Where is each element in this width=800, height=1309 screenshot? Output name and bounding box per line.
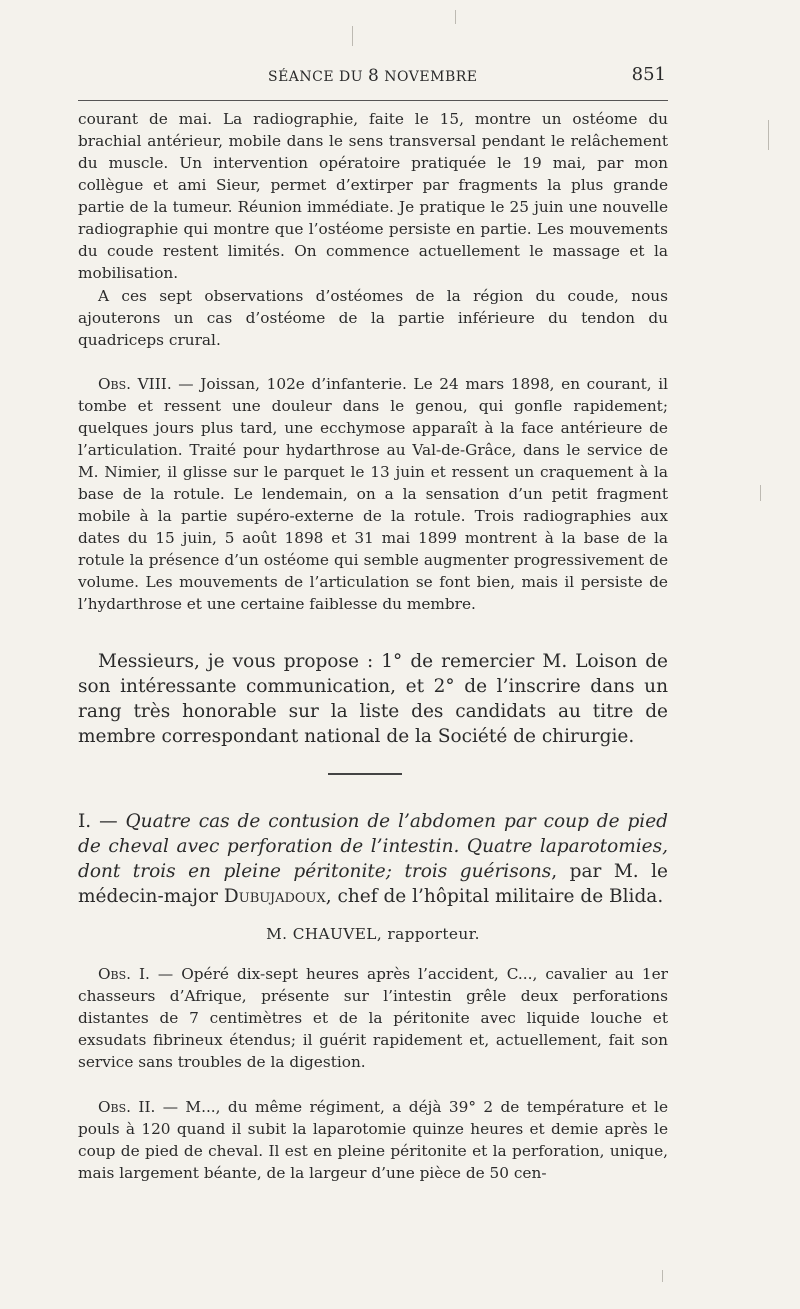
paragraph-transition: A ces sept observations d’ostéomes de la région du coude, nous ajouterons un cas d’ostéome de la partie inférieure du tendon du quadriceps crural. — [78, 287, 668, 349]
paper-speck — [455, 10, 456, 24]
conclusion-paragraph: Messieurs, je vous propose : 1° de remercier M. Loison de son intéressante communication, et 2° de l’inscrire dans un rang très honorable sur la liste des candidats au titre de membre correspondant national de la Société de chirurgie. — [78, 651, 668, 747]
running-title-prefix: SÉANCE DU — [268, 69, 369, 85]
section-author-prefix: , par M. le médecin-major — [78, 861, 668, 907]
section-divider — [328, 773, 402, 775]
observation-1-text: — Opéré dix-sept heures après l’accident, C..., cavalier au 1er chasseurs d’Afrique, présente sur l’intestin grêle deux perforations distantes de 7 centimètres et de la péritonite avec liquide louche et exsudats fibrineux étendus; il guérit rapidement et, actuellement, fait son service sans troubles de la digestion. — [78, 965, 668, 1071]
running-title-day: 8 — [368, 66, 380, 86]
observation-2 — [78, 1096, 668, 1184]
observation-1 — [78, 963, 668, 1073]
observation-2-label: Obs. II. — [98, 1098, 156, 1116]
running-title-suffix: NOVEMBRE — [379, 69, 478, 85]
observation-8 — [78, 373, 668, 615]
running-head — [78, 64, 668, 88]
observation-1-label: Obs. I. — [98, 965, 150, 983]
running-title — [268, 66, 478, 86]
section-number: I. — — [78, 811, 126, 832]
paper-speck — [662, 1270, 663, 1282]
header-rule — [78, 100, 668, 101]
observation-8-label: Obs. VIII. — [98, 375, 172, 393]
section-heading — [78, 809, 668, 909]
paper-speck — [768, 120, 769, 150]
section-author-suffix: , chef de l’hôpital militaire de Blida. — [325, 886, 664, 907]
rapporteur-line: M. CHAUVEL, rapporteur. — [266, 925, 480, 943]
page-number: 851 — [631, 64, 666, 85]
section-title: Quatre cas de contusion de l’abdomen par coup de pied de cheval avec perforation de l’intestin. Quatre laparotomies, dont trois en pleine péritonite; trois guérisons — [78, 811, 669, 882]
section-author-name: Dubujadoux — [223, 886, 326, 907]
paper-speck — [352, 26, 353, 46]
paragraph-continuation: courant de mai. La radiographie, faite le 15, montre un ostéome du brachial antérieur, mobile dans le sens transversal pendant le relâchement du muscle. Un intervention opératoire pratiquée le 19 mai, par mon collègue et ami Sieur, permet d’extirper par fragments la plus grande partie de la tumeur. Réunion immédiate. Je pratique le 25 juin une nouvelle radiographie qui montre que l’ostéome persiste en partie. Les mouvements du coude restent limités. On commence actuellement le massage et la mobilisation. — [78, 110, 668, 282]
paper-speck — [760, 485, 761, 501]
observation-8-text: — Joissan, 102e d’infanterie. Le 24 mars 1898, en courant, il tombe et ressent une douleur dans le genou, qui gonfle rapidement; quelques jours plus tard, une ecchymose apparaît à la face antérieure de l’articulation. Traité pour hydarthrose au Val-de-Grâce, dans le service de M. Nimier, il glisse sur le parquet le 13 juin et ressent un craquement à la base de la rotule. Le lendemain, on a la sensation d’un petit fragment mobile à la partie supéro-externe de la rotule. Trois radiographies aux dates du 15 juin, 5 août 1898 et 31 mai 1899 montrent à la base de la rotule la présence d’un ostéome qui semble augmenter progressivement de volume. Les mouvements de l’articulation se font bien, mais il persiste de l’hydarthrose et une certaine faiblesse du membre. — [78, 375, 668, 613]
observation-2-text: — M..., du même régiment, a déjà 39° 2 de température et le pouls à 120 quand il subit la laparotomie quinze heures et demie après le coup de pied de cheval. Il est en pleine péritonite et la perforation, unique, mais largement béante, de la largeur d’une pièce de 50 cen- — [78, 1098, 668, 1182]
